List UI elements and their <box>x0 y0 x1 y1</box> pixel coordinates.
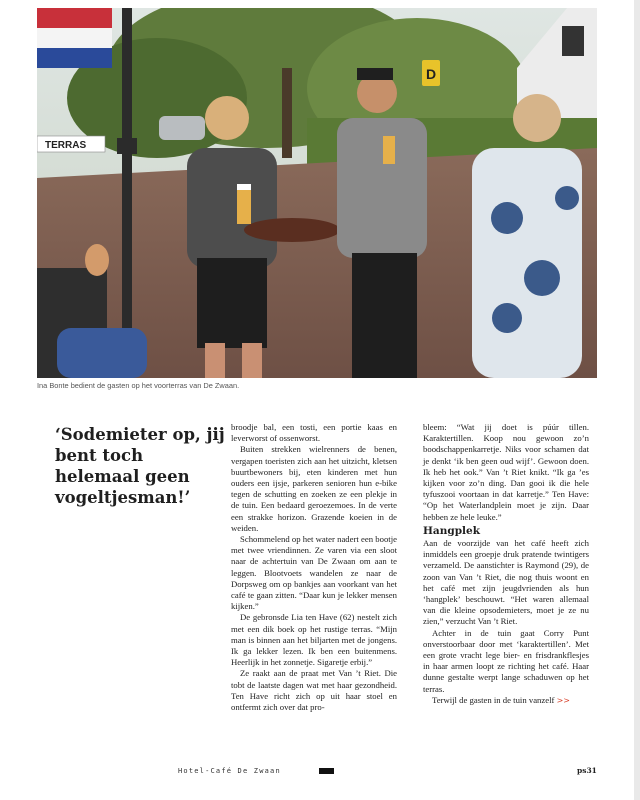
paragraph: Schommelend op het water nadert een bootje met twee vriendinnen. Ze varen via een sloot naar de achtertuin van De Zwaan om aan te leggen. Blootvoets wandelen ze naar de Dorpsweg om op bankjes aan voorkant van het café te gaan zitten. “Daar kun je lekker mensen kijken.” <box>231 534 397 612</box>
paragraph: De gebronsde Lia ten Have (62) nestelt zich met een dik boek op het rustige terras. “Mijn man is binnen aan het biljarten met de jongens. Ik ga lekker lezen. Ik ben een buitenmens. Heerlijk in het zonnetje. Sigaretje erbij.” <box>231 612 397 668</box>
page-edge <box>634 0 640 800</box>
d-sign: D <box>426 66 437 82</box>
paragraph <box>423 695 589 706</box>
terras-sign: TERRAS <box>45 140 87 151</box>
paragraph: broodje bal, een tosti, een portie kaas en leverworst of ossenworst. <box>231 422 397 444</box>
paragraph: Achter in de tuin gaat Corry Punt onverstoorbaar door met ‘karaktertillen’. Met een grote vracht lege bier- en frisdrankflesjes in haar armen loopt ze richting het café. Haar dunne gestalte werpt lange schaduwen op het terras. <box>423 627 589 694</box>
photo-caption: Ina Bonte bedient de gasten op het voorterras van De Zwaan. <box>37 381 240 390</box>
pull-quote: ‘Sodemieter op, jij bent toch helemaal geen vogeltjesman!’ <box>55 425 225 507</box>
footer-title: Hotel-Café De Zwaan <box>178 767 281 775</box>
body-column-2 <box>423 422 589 706</box>
paragraph: Aan de voorzijde van het café heeft zich inmiddels een groepje druk pratende twintigers verzameld. De aanstichter is Raymond (29), de zoon van Van ’t Riet, die nog thuis woont en het café met zijn jeugdvrienden als hun ‘hangplek’ beschouwt. “Het waren allemaal van die kleine opsodemieters, moet je ze nu zien,” verzucht Van ’t Riet. <box>423 538 589 627</box>
article-photo <box>37 8 597 378</box>
continue-arrow-icon: >> <box>556 695 570 705</box>
footer-block <box>319 768 334 774</box>
body-column-1 <box>231 422 397 713</box>
page-number: ps31 <box>577 766 597 775</box>
paragraph: bleem: “Wat jij doet is púúr tillen. Karaktertillen. Koop nou gewoon zo’n boodschappenkarretje. Niks voor schamen dat je denkt ‘ik ben geen oud wijf’. Gewoon doen. Ik heb het ook.” Van ’t Riet knikt. “Ik ga ’es kijken voor zo’n ding. Dan gooi ik die hele tyfuszooi voortaan in dat karretje.” Ten Have: “Op het Waterlandplein moet je zijn. Daar hebben ze hele leuke.” <box>423 422 589 522</box>
paragraph-text: Terwijl de gasten in de tuin vanzelf <box>432 694 555 705</box>
paragraph: Buiten strekken wielrenners de benen, vergapen toeristen zich aan het uitzicht, kletsen buurtbewoners bij, eten kinderen met hun ouders een ijsje, parkeren senioren hun e-bike tegen de schutting en zoeken ze een plekje in de tuin. Een bedaard geroezemoes. In de verte een strakke horizon. Grazende koeien in de weiden. <box>231 444 397 533</box>
subheading: Hangplek <box>423 524 480 537</box>
paragraph: Ze raakt aan de praat met Van ’t Riet. Die tobt de laatste dagen wat met haar gezondheid. Ten Have richt zich op uit haar stoel en ontfermt zich over dat pro- <box>231 668 397 713</box>
